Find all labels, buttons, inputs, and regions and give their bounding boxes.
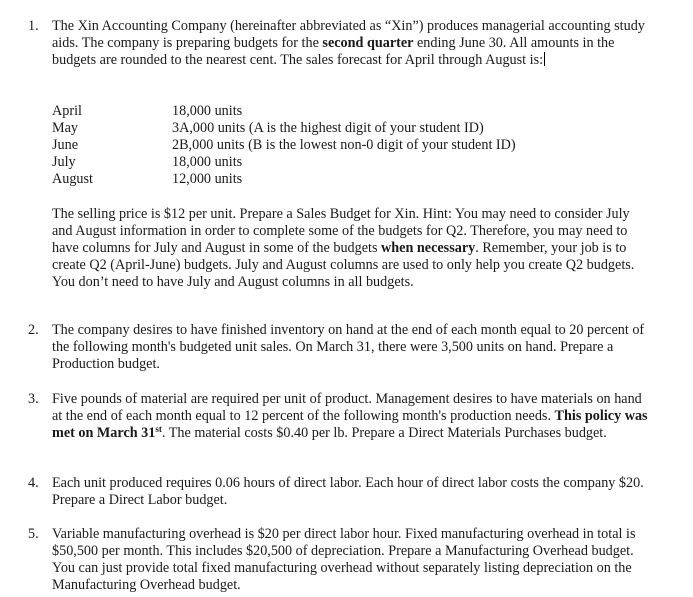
intro-text-c: ending June 30. All amounts in the budgets are rounded to the nearest cent. The sales forecast for April through August is: bbox=[52, 34, 615, 68]
question-1-followup-text[interactable] bbox=[52, 206, 652, 291]
text-cursor bbox=[544, 52, 545, 66]
question-5 bbox=[28, 526, 652, 594]
forecast-units: 18,000 units bbox=[172, 154, 243, 170]
question-1-followup bbox=[52, 206, 652, 291]
question-5-text[interactable]: Variable manufacturing overhead is $20 per direct labor hour. Fixed manufacturing overhead in total is $50,500 per month. This includes $20,500 of depreciation. Prepare a Manufacturing Overhead budget. You can just provide total fixed manufacturing overhead without separately listing depreciation on the Manufacturing Overhead budget. bbox=[52, 526, 636, 593]
forecast-month: July bbox=[52, 154, 76, 170]
question-2-text[interactable]: The company desires to have finished inventory on hand at the end of each month equal to 20 percent of the following month's budgeted unit sales. On March 31, there were 3,500 units on hand. Prepare a Production budget. bbox=[52, 322, 645, 372]
question-3-text[interactable] bbox=[52, 391, 652, 442]
q3-superscript: st bbox=[155, 423, 162, 434]
forecast-units: 2B,000 units (B is the lowest non-0 digit of your student ID) bbox=[172, 137, 516, 153]
q3-text-a: Five pounds of material are required per unit of product. Management desires to have materials on hand at the end of each month equal to 12 percent of the following month's production needs. bbox=[52, 391, 642, 424]
forecast-month: August bbox=[52, 171, 93, 187]
question-3 bbox=[28, 391, 652, 442]
forecast-month: June bbox=[52, 137, 79, 153]
forecast-units: 12,000 units bbox=[172, 171, 243, 187]
q3-text-c: . The material costs $0.40 per lb. Prepare a Direct Materials Purchases budget. bbox=[161, 424, 607, 441]
question-1-intro[interactable] bbox=[52, 18, 652, 69]
question-1 bbox=[28, 18, 652, 69]
intro-emphasis: second quarter bbox=[322, 34, 414, 51]
forecast-month: April bbox=[52, 103, 82, 119]
question-5-number: 5. bbox=[28, 526, 39, 542]
question-4-number: 4. bbox=[28, 475, 39, 491]
question-3-number: 3. bbox=[28, 391, 39, 407]
followup-text-a: The selling price is $12 per unit. Prepare a Sales Budget for Xin. Hint: You may need to consider July and August information in order to complete some of the budgets for Q2. Therefore, you may need to have columns for July and August in some of the budgets bbox=[52, 206, 630, 256]
forecast-units: 18,000 units bbox=[172, 103, 243, 119]
question-2-number: 2. bbox=[28, 322, 39, 338]
forecast-month: May bbox=[52, 120, 79, 136]
forecast-units: 3A,000 units (A is the highest digit of your student ID) bbox=[172, 120, 484, 136]
question-1-number: 1. bbox=[28, 18, 39, 34]
question-2 bbox=[28, 322, 652, 373]
question-4-text[interactable]: Each unit produced requires 0.06 hours of direct labor. Each hour of direct labor costs the company $20. Prepare a Direct Labor budget. bbox=[52, 475, 644, 508]
followup-text-c: . Remember, your job is to create Q2 (April-June) budgets. July and August columns are used to only help you create Q2 budgets. You don’t need to have July and August columns in all budgets. bbox=[52, 239, 635, 290]
followup-emphasis: when necessary bbox=[381, 239, 476, 256]
question-4 bbox=[28, 475, 652, 509]
q3-emphasis: This policy was met on March 31 bbox=[52, 407, 648, 441]
intro-text-a: The Xin Accounting Company (hereinafter abbreviated as “Xin”) produces managerial accounting study aids. The company is preparing budgets for the bbox=[52, 18, 645, 51]
